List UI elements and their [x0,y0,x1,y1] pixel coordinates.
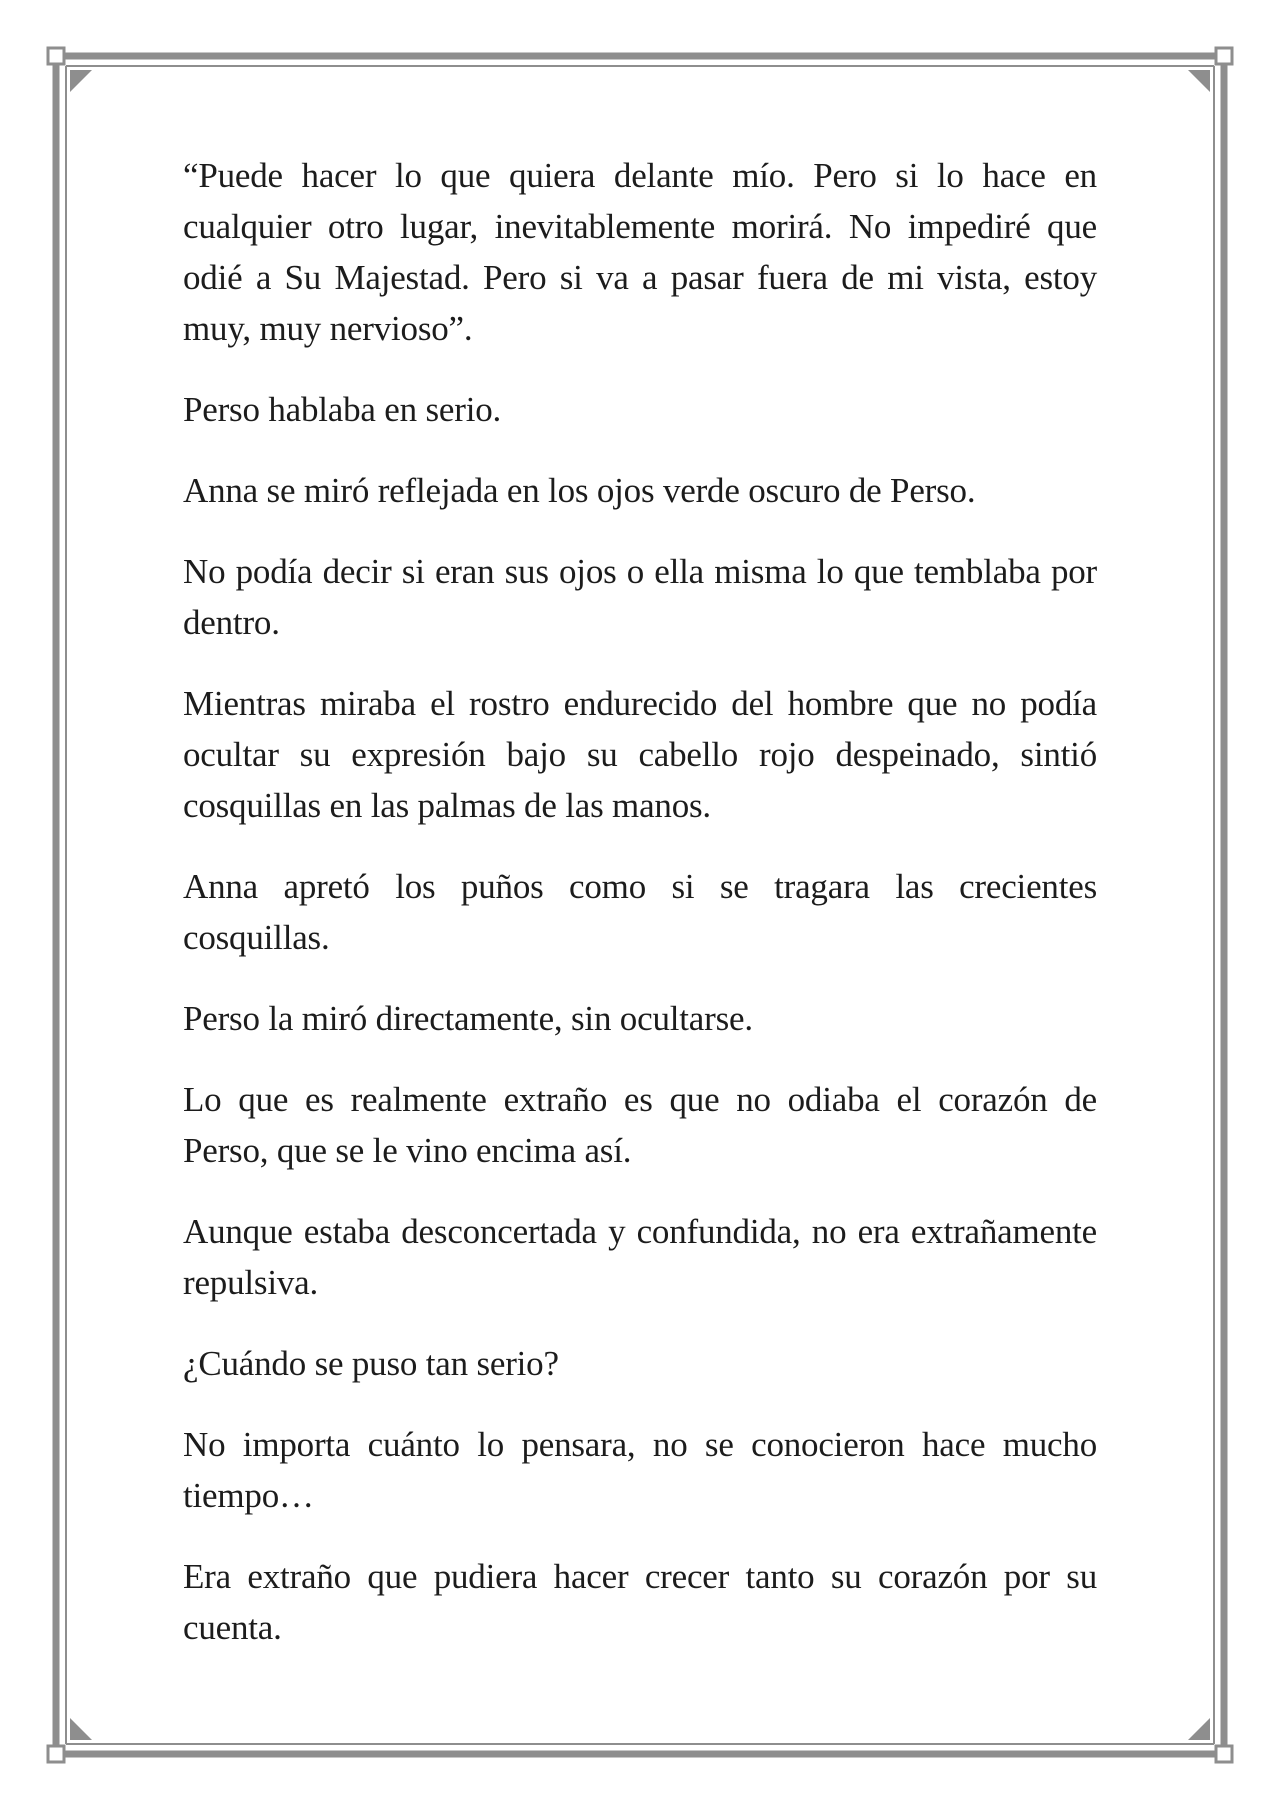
paragraph-4: No podía decir si eran sus ojos o ella misma lo que temblaba por dentro. [183,552,1097,642]
paragraph-8: Lo que es realmente extraño es que no odiaba el corazón de Perso, que se le vino encima así. [183,1080,1097,1170]
paragraph-9: Aunque estaba desconcertada y confundida, no era extrañamente repulsiva. [183,1212,1097,1302]
paragraph-6: Anna apretó los puños como si se tragara las crecientes cosquillas. [183,867,1097,957]
paragraph-1: “Puede hacer lo que quiera delante mío. Pero si lo hace en cualquier otro lugar, inevitablemente morirá. No impediré que odié a Su Majestad. Pero si va a pasar fuera de mi vista, estoy muy, muy nervioso”. [183,156,1097,348]
paragraph-5: Mientras miraba el rostro endurecido del hombre que no podía ocultar su expresión bajo su cabello rojo despeinado, sintió cosquillas en las palmas de las manos. [183,684,1097,825]
paragraph-3: Anna se miró reflejada en los ojos verde oscuro de Perso. [183,471,976,510]
paragraph-11: No importa cuánto lo pensara, no se conocieron hace mucho tiempo… [183,1425,1097,1515]
paragraph-7: Perso la miró directamente, sin ocultarse. [183,999,753,1038]
paragraph-12: Era extraño que pudiera hacer crecer tanto su corazón por su cuenta. [183,1557,1097,1647]
paragraph-10: ¿Cuándo se puso tan serio? [183,1344,559,1383]
paragraph-2: Perso hablaba en serio. [183,390,502,429]
document-body [183,150,1097,1683]
